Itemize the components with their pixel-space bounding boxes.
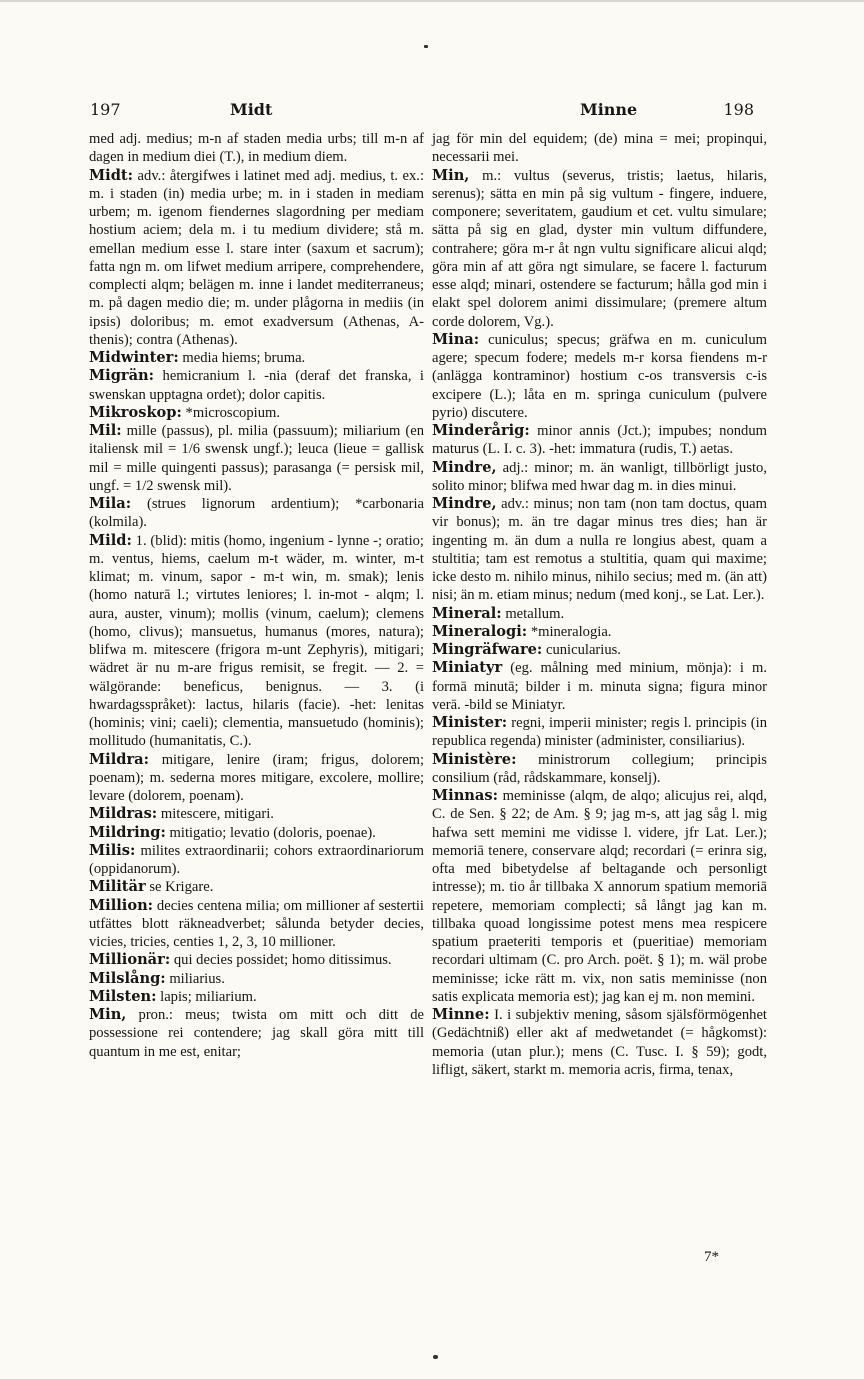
entry-mina <box>432 331 767 422</box>
entry-mila <box>89 495 424 532</box>
entry-headword: Mineral: <box>432 604 502 622</box>
entry-text: mille (passus), pl. milia (passuum); miliarium (en italiensk mil = 1/6 swensk ungf.); leuca (lieue = gallisk mil = mille quingenti passus); parasanga (= persisk mil, ungf. = 1/2 swensk mil). <box>89 423 424 494</box>
entry-headword: Minister: <box>432 714 508 731</box>
entry-militar <box>89 878 424 896</box>
entry-mineral <box>432 605 767 623</box>
entry-midwinter <box>89 349 424 367</box>
entry-text: *microscopium. <box>185 404 280 421</box>
entry-headword: Migrän: <box>89 367 155 385</box>
entry-headword: Midt: <box>89 166 134 184</box>
entry-mikroskop <box>89 404 424 422</box>
entry-headword: Mindre, <box>432 495 497 512</box>
entry-text: minor annis (Jct.); impubes; nondum maturus (L. I. c. 3). -het: immatura (rudis, T.) aetas. <box>432 423 767 458</box>
entry-continuation <box>432 130 767 167</box>
entry-text: (strues lignorum ardentium); *carbonaria (kolmila). <box>89 496 424 531</box>
entry-text: adj.: minor; m. än wanligt, tillbörligt justo, solito minor; blifwa med hwar dag m. in dies minui. <box>432 459 767 494</box>
entry-headword: Midwinter: <box>89 349 179 366</box>
entry-miniatyr <box>432 659 767 714</box>
entry-text: I. i subjektiv mening, såsom själsförmögenhet (Gedächtniß) eller akt af medwetandet (= hågkomst): memoria (utan plur.); mens (C. Tusc. I. § 59); godt, lifligt, säkert, starkt m. memoria acris, firma, tenax, <box>432 1007 767 1078</box>
entry-headword: Mina: <box>432 330 480 348</box>
entry-midt <box>89 167 424 350</box>
entry-text: jag för min del equidem; (de) mina = mei; propinqui, necessarii mei. <box>432 131 767 166</box>
entry-text: cunicularius. <box>545 642 621 658</box>
entry-headword: Mildra: <box>89 750 149 768</box>
entry-headword: Mingräfware: <box>432 641 543 658</box>
entry-headword: Min, <box>432 166 470 184</box>
entry-text: meminisse (alqm, de alqo; alicujus rei, alqd, C. de Sen. § 22; de Am. § 9; jag m-s, att jag såg l. mig hafwa sett memini me vidisse l. videre, jfr Lat. Ler.); memoriā tenere, conservare alqd; recordari (= erinra sig, ofta med bibetydelse af beltagande och personligt intresse); m. tio år tillbaka X annorum spatium memoriā repetere, memoriam complecti; så långt jag kan m. tillbaka quoad longissime potest mens mea respicere spatium praeteriti temporis et (pueritiae) memoriam recordari ultimam (C. pro Arch. poët. § 1); m. wäl probe meminisse; icke rätt m. vix, non satis meminisse (non satis explicata memoria est); jag kan ej m. non memini. <box>432 788 767 1005</box>
entry-mindre-adv <box>432 495 767 605</box>
entry-migran <box>89 367 424 404</box>
entry-min-pron <box>89 1006 424 1061</box>
entry-text: cuniculus; specus; gräfwa en m. cuniculum agere; specum fodere; medels m-r korsa fiendens m-r (anlägga kontraminor) hostium c-os transversis c-is excipere (L.); låta en m. springa cuniculum (pulvere pyrio) discutere. <box>432 331 767 421</box>
right-column <box>432 130 767 1079</box>
page-number-left: 197 <box>90 100 121 119</box>
entry-text: se Krigare. <box>149 879 214 896</box>
entry-headword: Mindre, <box>432 458 497 476</box>
entry-text: adv.: minus; non tam (non tam doctus, quam vir bonus); m. än tre dagar minus tres dies; han är ingenting m. än dum a nulla re longius abest, quam a stultitia; tam est remotus a stultitia, quam qui maxime; icke desto m. nihilo minus, nihilo secius; med m. (än att) nisi; än m. etiam minus; nedum (med konj., se Lat. Ler.). <box>432 496 767 604</box>
entry-headword: Millionär: <box>89 951 171 969</box>
scan-speck <box>433 1355 438 1359</box>
entry-minister <box>432 714 767 751</box>
entry-mild <box>89 532 424 751</box>
entry-millionar <box>89 951 424 969</box>
entry-text: qui decies possidet; homo ditissimus. <box>173 952 392 969</box>
entry-headword: Militär <box>89 878 146 896</box>
entry-million <box>89 897 424 952</box>
entry-continuation <box>89 130 424 167</box>
scan-speck <box>424 45 428 48</box>
entry-headword: Mila: <box>89 495 132 512</box>
entry-text: *mineralogia. <box>530 623 612 640</box>
entry-headword: Miniatyr <box>432 659 503 677</box>
entry-min-m <box>432 167 767 331</box>
entry-headword: Mildras: <box>89 805 158 823</box>
running-head-right: Minne <box>580 100 638 119</box>
entry-mildra <box>89 751 424 806</box>
entry-mineralogi <box>432 623 767 641</box>
entry-text: mitescere, mitigari. <box>160 806 274 823</box>
entry-text: media hiems; bruma. <box>182 350 306 366</box>
entry-minne <box>432 1006 767 1079</box>
entry-mildras <box>89 805 424 823</box>
entry-headword: Milsten: <box>89 987 157 1005</box>
entry-headword: Minne: <box>432 1006 490 1023</box>
entry-headword: Mineralogi: <box>432 622 528 640</box>
entry-headword: Min, <box>89 1006 127 1023</box>
entry-headword: Mildring: <box>89 823 166 841</box>
left-column <box>89 130 424 1061</box>
signature-mark: 7* <box>704 1249 719 1265</box>
entry-headword: Mil: <box>89 422 122 439</box>
entry-text: hemicranium l. -nia (deraf det franska, i swenskan upptagna ordet); dolor capitis. <box>89 368 424 403</box>
entry-headword: Mild: <box>89 531 132 549</box>
entry-text: m.: vultus (severus, tristis; laetus, hilaris, serenus); sätta en min på sig vultum - fingere, induere, componere; severitatem, gaudium et cet. vultu simulare; sätta på sig en glad, dyster min vultum diffundere, contrahere; göra m-r åt ngn vultu significare alicui alqd; göra min af att göra ngt simulare, se facere l. facturum esse alqd; minari, ostendere se facturum; hålla god min i elakt spel dolorem animi dissimulare; (premere altum corde dolorem, Vg.). <box>432 167 767 330</box>
entry-text: decies centena milia; om millioner af sestertii utfättes blott räkneadverbet; sålunda betyder decies, vicies, tricies, centies 1, 2, 3, 10 millioner. <box>89 897 424 950</box>
entry-milslang <box>89 970 424 988</box>
entry-headword: Minderårig: <box>432 422 530 439</box>
entry-text: med adj. medius; m-n af staden media urbs; till m-n af dagen in medium diei (T.), in medium diem. <box>89 131 424 166</box>
entry-mil <box>89 422 424 495</box>
entry-text: adv.: återgifwes i latinet med adj. medius, t. ex.: m. i staden (in) media urbe; m. in i staden in mediam urbem; m. igenom fiendernes slagordning per mediam hostium aciem; dela m. i tu medium dividere; stå m. emellan medium esse l. stare inter (saxum et sacrum); fatta ngn m. om lifwet medium arripere, comprehendere, complecti alqm; belägen m. inne i landet mediterraneus; m. på dagen medio die; m. under plågorna in mediis (in ipsis) doloribus; m. emot exadversum (Athenas, A-thenis); contra (Athenas). <box>89 167 425 348</box>
entry-milsten <box>89 988 424 1006</box>
running-head-left: Midt <box>230 100 273 119</box>
entry-minnas <box>432 787 767 1006</box>
entry-headword: Mikroskop: <box>89 403 182 421</box>
scan-edge <box>0 0 864 2</box>
entry-headword: Milis: <box>89 841 136 859</box>
entry-milis <box>89 842 424 879</box>
entry-text: regni, imperii minister; regis l. principis (in republica regenda) minister (administer, consiliarius). <box>432 715 767 750</box>
entry-minderarig <box>432 422 767 459</box>
entry-headword: Million: <box>89 896 154 914</box>
entry-mildring <box>89 824 424 842</box>
entry-headword: Ministère: <box>432 750 517 768</box>
entry-text: lapis; miliarium. <box>160 988 257 1005</box>
entry-text: ministrorum collegium; principis consilium (råd, rådskammare, konselj). <box>432 751 767 786</box>
page-number-right: 198 <box>723 100 754 119</box>
entry-text: miliarius. <box>169 970 225 987</box>
entry-text: 1. (blid): mitis (homo, ingenium - lynne -; oratio; m. ventus, hiems, caelum m-t wäder, m. winter, m-t klimat; m. vinum, sapor - m-t win, m. smak); lenis (homo naturā l.; virtutes leniores; l. in-mot - alqm; l. aura, auster, vinum); mollis (vinum, caelum); clemens (homo, clivus); mansuetus, humanus (mores, natura); blifwa m. mitescere (frigora m-unt Zephyris), mitigari; wädret är nu m-are frigus remisit, se fregit. — 2. = wälgörande: beneficus, benignus. — 3. (i hwardagsspråket): lactus, hilaris (facie). -het: lenitas (hominis; vini; caeli); clementia, mansuetudo (hominis); mollitudo (humanitatis, C.). <box>89 532 424 750</box>
entry-ministere <box>432 751 767 788</box>
entry-mindre-adj <box>432 459 767 496</box>
entry-headword: Minnas: <box>432 787 498 804</box>
entry-text: metallum. <box>505 605 565 622</box>
entry-mingrafware <box>432 641 767 659</box>
entry-text: pron.: meus; twista om mitt och ditt de possessione rei contendere; jag skall göra mitt till quantum in me est, enitar; <box>89 1007 424 1060</box>
entry-text: (eg. målning med minium, mönja): i m. formā minutā; bilder i m. minuta signa; figura minor verā. -bild se Miniatyr. <box>432 660 767 713</box>
entry-text: milites extraordinarii; cohors extraordinariorum (oppidanorum). <box>89 842 424 877</box>
entry-headword: Milslång: <box>89 969 166 987</box>
entry-text: mitigare, lenire (iram; frigus, dolorem; poenam); m. sederna mores mitigare, excolere, mollire; levare (dolorem, poenam). <box>89 751 424 804</box>
entry-text: mitigatio; levatio (doloris, poenae). <box>169 824 376 841</box>
